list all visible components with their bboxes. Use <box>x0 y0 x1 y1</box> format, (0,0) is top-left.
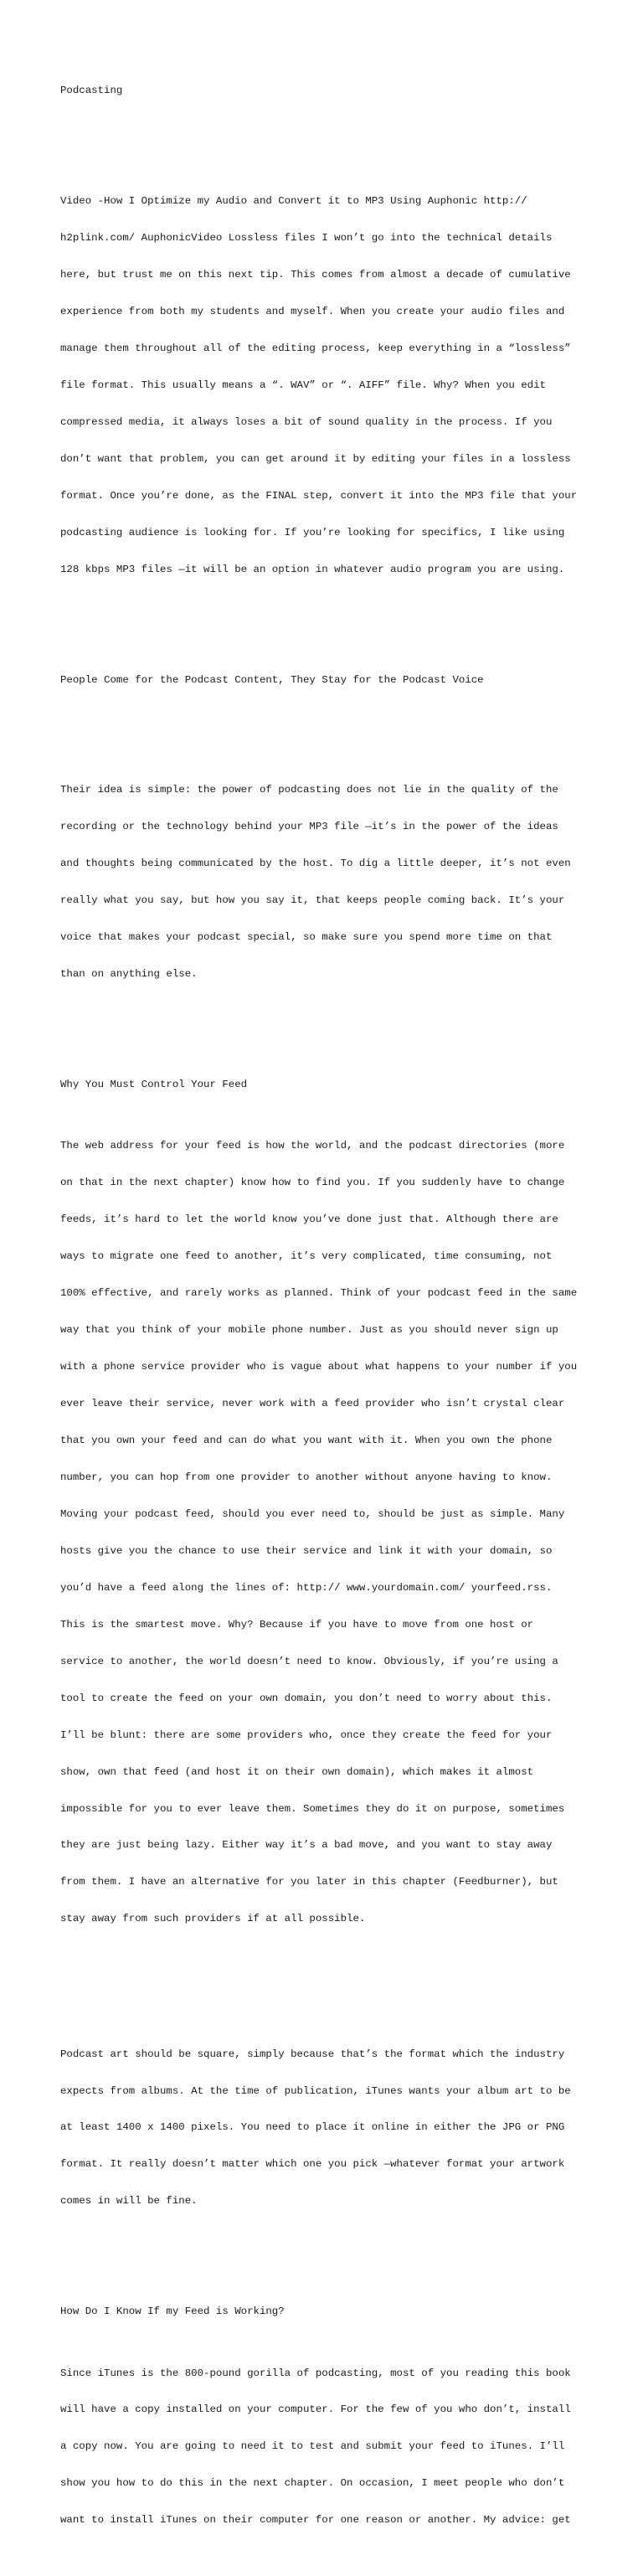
text-line: they are just being lazy. Either way it’s a bad move, and you want to stay away <box>60 1839 553 1852</box>
text-line: number, you can hop from one provider to another without anyone having to know. <box>60 1471 553 1483</box>
text-line: want to install iTunes on their computer for one reason or another. My advice: get <box>60 2514 571 2527</box>
text-line: ways to migrate one feed to another, it’s very complicated, time consuming, not <box>60 1250 553 1263</box>
text-line: Video -How I Optimize my Audio and Convert it to MP3 Using Auphonic http:// <box>60 195 527 208</box>
section-heading: How Do I Know If my Feed is Working? <box>60 2306 285 2318</box>
paragraph-control-feed <box>60 1115 596 1950</box>
text-line: podcasting audience is looking for. If you’re looking for specifics, I like using <box>60 526 565 538</box>
text-line: file format. This usually means a “. WAV” or “. AIFF” file. Why? When you edit <box>60 379 546 391</box>
text-line: h2plink.com/ AuphonicVideo Lossless files I won’t go into the technical details <box>60 232 553 245</box>
text-line: Moving your podcast feed, should you ever need to, should be just as simple. Many <box>60 1507 565 1520</box>
text-line: that you own your feed and can do what you want with it. When you own the phone <box>60 1435 553 1446</box>
text-line: really what you say, but how you say it, that keeps people coming back. It’s your <box>60 894 565 907</box>
text-line: show, own that feed (and host it on their own domain), which makes it almost <box>60 1765 534 1778</box>
text-line: at least 1400 x 1400 pixels. You need to place it online in either the JPG or PNG <box>60 2121 565 2134</box>
paragraph-podcast-art <box>60 2023 596 2232</box>
text-line: format. Once you’re done, as the FINAL step, convert it into the MP3 file that your <box>60 489 578 502</box>
text-line: expects from albums. At the time of publication, iTunes wants your album art to be <box>60 2084 571 2097</box>
text-line: The web address for your feed is how the world, and the podcast directories (more <box>60 1140 565 1152</box>
text-line: feeds, it’s hard to let the world know you’ve done just that. Although there are <box>60 1213 558 1226</box>
text-line: manage them throughout all of the editing process, keep everything in a “lossless” <box>60 343 571 354</box>
text-line: you’d have a feed along the lines of: http:// www.yourdomain.com/ yourfeed.rss. <box>60 1581 553 1594</box>
text-line: than on anything else. <box>60 968 198 981</box>
text-line: comes in will be fine. <box>60 2195 198 2208</box>
text-line: stay away from such providers if at all possible. <box>60 1913 366 1925</box>
text-line: on that in the next chapter) know how to find you. If you suddenly have to change <box>60 1177 565 1189</box>
paragraph-lossless-files <box>60 171 596 600</box>
text-line: and thoughts being communicated by the host. To dig a little deeper, it’s not even <box>60 858 571 870</box>
text-line: Podcast art should be square, simply because that’s the format which the industry <box>60 2048 565 2060</box>
text-line: recording or the technology behind your MP3 file —it’s in the power of the ideas <box>60 821 558 833</box>
spacer <box>60 625 596 637</box>
text-line: voice that makes your podcast special, so make sure you spend more time on that <box>60 931 553 944</box>
text-line: impossible for you to ever leave them. Sometimes they do it on purpose, sometimes <box>60 1802 565 1815</box>
text-line: I’ll be blunt: there are some providers who, once they create the feed for your <box>60 1728 553 1741</box>
text-line: way that you think of your mobile phone number. Just as you should never sign up <box>60 1324 558 1337</box>
spacer <box>60 1975 596 1987</box>
text-line: here, but trust me on this next tip. This comes from almost a decade of cumulative <box>60 269 571 281</box>
spacer <box>60 1030 596 1043</box>
text-line: with a phone service provider who is vague about what happens to your number if you <box>60 1361 578 1373</box>
text-line: Since iTunes is the 800-pound gorilla of podcasting, most of you reading this book <box>60 2367 571 2379</box>
text-line: will have a copy installed on your computer. For the few of you who don’t, install <box>60 2403 571 2416</box>
text-line: 128 kbps MP3 files —it will be an option in whatever audio program you are using. <box>60 563 565 575</box>
text-line: ever leave their service, never work with a feed provider who isn’t crystal clear <box>60 1398 565 1410</box>
text-line: experience from both my students and myself. When you create your audio files and <box>60 306 565 318</box>
paragraph-podcast-voice <box>60 760 596 1005</box>
text-line: This is the smartest move. Why? Because if you have to move from one host or <box>60 1618 534 1631</box>
document-title: Podcasting <box>60 85 123 97</box>
text-line: 100% effective, and rarely works as planned. Think of your podcast feed in the same <box>60 1287 578 1300</box>
spacer <box>60 2257 596 2269</box>
text-line: Their idea is simple: the power of podcasting does not lie in the quality of the <box>60 784 558 796</box>
text-line: from them. I have an alternative for you later in this chapter (Feedburner), but <box>60 1876 558 1888</box>
text-line: don’t want that problem, you can get around it by editing your files in a lossless <box>60 452 571 465</box>
text-line: hosts give you the chance to use their service and link it with your domain, so <box>60 1544 553 1557</box>
text-line: show you how to do this in the next chapter. On occasion, I meet people who don’t <box>60 2477 565 2490</box>
paragraph-feed-working <box>60 2342 596 2551</box>
spacer <box>60 121 596 134</box>
text-line: a copy now. You are going to need it to test and submit your feed to iTunes. I’ll <box>60 2440 565 2453</box>
text-line: compressed media, it always loses a bit of sound quality in the process. If you <box>60 415 553 428</box>
document-body <box>60 60 596 2576</box>
section-heading: Why You Must Control Your Feed <box>60 1079 248 1091</box>
text-line: service to another, the world doesn’t need to know. Obviously, if you’re using a <box>60 1655 558 1667</box>
section-heading: People Come for the Podcast Content, They Stay for the Podcast Voice <box>60 673 484 686</box>
text-line: tool to create the feed on your own domain, you don’t need to worry about this. <box>60 1692 553 1704</box>
spacer <box>60 711 596 724</box>
text-line: format. It really doesn’t matter which one you pick —whatever format your artwork <box>60 2158 565 2171</box>
